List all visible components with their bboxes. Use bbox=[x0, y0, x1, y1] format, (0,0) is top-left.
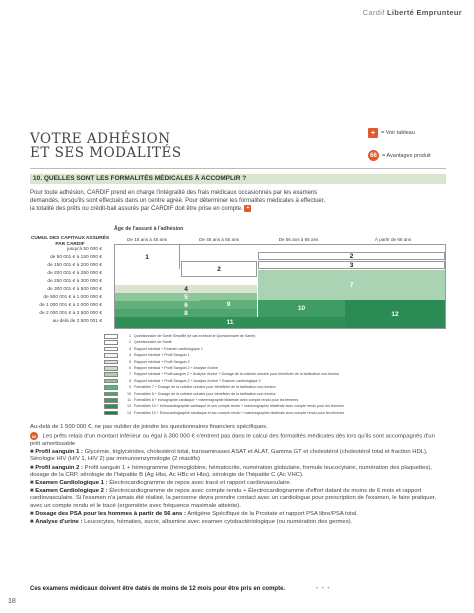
key-swatch bbox=[104, 366, 118, 371]
key-swatch bbox=[104, 392, 118, 397]
def-term: Examen Cardiologique 1 : bbox=[35, 479, 108, 486]
quote-icon: 66 bbox=[31, 433, 37, 439]
key-swatch bbox=[104, 340, 118, 345]
table-cell-1: 1 bbox=[115, 245, 180, 269]
capital-row-label: jusqu'à 50 000 € bbox=[66, 247, 102, 252]
key-swatch bbox=[104, 404, 118, 409]
def-term: Dosage des PSA pour les hommes à partir de 56 ans : bbox=[35, 510, 186, 517]
table-cell-2: 2 bbox=[258, 252, 445, 260]
note-capital-text: Au-delà de 1 500 000 €, ne pas oublier de joindre les questionnaires financiers spécifiques. bbox=[30, 424, 268, 430]
key-num: 3 bbox=[129, 346, 131, 351]
brand-bold-2: Emprunteur bbox=[416, 8, 462, 17]
table-cell-10: 10 bbox=[258, 300, 345, 317]
body-text bbox=[30, 424, 446, 527]
table-cell-12: 12 bbox=[345, 300, 445, 328]
key-num: 8 bbox=[129, 378, 131, 383]
def-urine: ■ Analyse d'urine : Leucocytes, hématies, sucre, albumine avec examen cytobactériologique (ou numération des germes). bbox=[30, 519, 353, 525]
capital-row-label: de 250 001 € à 300 000 € bbox=[47, 279, 102, 284]
key-num: 12 bbox=[127, 404, 131, 409]
key-text: Formalités 10 + Échocardiographie cardiaque et son compte rendu + mammographie bilatérale avec compte rendu pour les femmes bbox=[134, 410, 345, 415]
def-term: Examen Cardiologique 2 : bbox=[35, 488, 108, 495]
key-num: 9 bbox=[129, 385, 131, 390]
age-band: De 56 ans à 65 ans bbox=[278, 237, 319, 242]
divider bbox=[30, 168, 446, 169]
age-band: À partir de 66 ans bbox=[374, 237, 412, 242]
section-title bbox=[30, 132, 182, 160]
key-swatch bbox=[104, 334, 118, 339]
capital-row-label: au-delà de 3 500 001 € bbox=[52, 319, 102, 324]
capital-row-label: de 500 001 € à 1 000 000 € bbox=[43, 295, 102, 300]
footer-note: Ces examens médicaux doivent être datés de moins de 12 mois pour être pris en compte. bbox=[30, 586, 286, 592]
legend-product-label: = Avantages produit bbox=[382, 152, 431, 159]
table-cell-3: 3 bbox=[258, 261, 445, 269]
section-title-line2: ET SES MODALITÉS bbox=[30, 145, 182, 161]
key-text: Rapport médical + Profil Sanguin 2 bbox=[134, 359, 190, 364]
def-cardio-1: ■ Examen Cardiologique 1 : Électrocardiogramme de repos avec tracé et rapport cardiovasculaire. bbox=[30, 479, 292, 486]
table-cell-7: 7 bbox=[258, 270, 445, 300]
capital-row-label: de 300 001 € à 500 000 € bbox=[47, 287, 102, 292]
def-text: Leucocytes, hématies, sucre, albumine avec examen cytobactériologique (ou numération des germes). bbox=[84, 519, 353, 525]
key-swatch bbox=[104, 398, 118, 403]
def-text: Profil sanguin 1 + hémogramme (hémoglobine, hématocrite, numération globulaire, formule leucocytaire, numération des plaquettes), dosage de la CRP, sérologie de l'hépatite B (Ag Hbs, Ac HBc et Hbs), sérologie de l'hépatite C (Ac VHC). bbox=[30, 464, 432, 478]
capital-row-label: de 1 000 001 € à 2 000 000 € bbox=[39, 303, 102, 308]
def-term: Profil sanguin 2 : bbox=[35, 464, 83, 471]
key-text: Rapport médical + Profil Sanguin 2 + Analyse d'urine bbox=[134, 366, 218, 371]
table-cell-9: 9 bbox=[200, 300, 257, 308]
key-num: 6 bbox=[129, 366, 131, 371]
key-text: Questionnaire de Santé bbox=[134, 340, 172, 345]
key-text: Questionnaire de Santé Simplifié (le cas échéant le Questionnaire de Santé) bbox=[134, 334, 256, 338]
def-text: Électrocardiogramme de repos avec tracé et rapport cardiovasculaire. bbox=[109, 479, 292, 486]
key-swatch bbox=[104, 379, 118, 384]
key-num: 7 bbox=[129, 372, 131, 377]
key-text: Rapport médical + Profil Sanguin 1 bbox=[134, 353, 190, 358]
continuation-dots: • • • bbox=[316, 586, 331, 592]
key-num: 1 bbox=[129, 334, 131, 338]
def-profil-2: ■ Profil sanguin 2 : Profil sanguin 1 + hémogramme (hémoglobine, hématocrite, numération globulaire, formule leucocytaire, numération des plaquettes), dosage de la CRP, sérologie de l'hépatite B (Ag Hbs, Ac HBc et Hbs), sérologie de l'hépatite C (Ac VHC). bbox=[30, 464, 432, 478]
icon-legend bbox=[368, 128, 431, 173]
brand-bold-1: Liberté bbox=[386, 8, 415, 17]
key-num: 4 bbox=[129, 353, 131, 358]
def-text: Antigène Spécifique de la Prostate et rapport PSA libre/PSA total. bbox=[187, 510, 358, 517]
section-title-line1: VOTRE ADHÉSION bbox=[30, 131, 171, 147]
question-heading: 10. QUELLES SONT LES FORMALITÉS MÉDICALES À ACCOMPLIR ? bbox=[30, 174, 446, 184]
def-text: Électrocardiogramme de repos avec compte rendu + Électrocardiogramme d'effort datant de moins de 6 mois et rapport cardiovasculaire. Si l'examen n'a jamais été réalisé, la personne devra prendre contact avec un cardiologue pour prescription de l'examen, le faire pratiquer, avec un compte rendu et le tracé (ergométrie avec fréquence maximale atteinte). bbox=[30, 488, 437, 509]
key-swatch bbox=[104, 385, 118, 390]
table-plus-icon: + bbox=[368, 128, 378, 138]
age-heading: Âge de l'assuré à l'adhésion bbox=[114, 226, 184, 232]
age-band: De 18 ans à 45 ans bbox=[127, 237, 167, 242]
key-text: Formalités 10 + échocardiographie cardiaque et son compte rendu + mammographie bilatérale avec compte rendu pour les femmes bbox=[134, 404, 344, 409]
capital-row-label: de 200 001 € à 250 000 € bbox=[47, 271, 102, 276]
table-cell-6: 6 bbox=[115, 301, 257, 309]
key-text: Rapport médical + Examen cardiologique 1 bbox=[134, 346, 203, 351]
table-cell-4: 4 bbox=[115, 285, 257, 293]
key-swatch bbox=[104, 353, 118, 358]
brand-prefix: Cardif bbox=[362, 8, 385, 17]
capital-row-label: de 50 001 € à 150 000 € bbox=[49, 255, 102, 260]
table-cell-5: 5 bbox=[115, 293, 257, 301]
intro-text: Pour toute adhésion, CARDIF prend en charge l'intégralité des frais médicaux occasionnés par les examens demandés, lorsqu'ils sont effectués dans un centre agréé. Pour déterminer les formalités médicales à effectuer, la totalité des prêts ou crédit-bail assurés par CARDIF doit être prise en compte. bbox=[30, 190, 326, 213]
key-text: Formalités 8 + Dosage de la cotinine urinaire pour bénéficier de la tarification non-fumeur bbox=[134, 391, 276, 396]
table-cell-11: 11 bbox=[115, 317, 345, 328]
key-swatch bbox=[104, 347, 118, 352]
brand-header bbox=[363, 8, 462, 17]
note-bridge-text: Les prêts relais d'un montant inférieur ou égal à 300 000 € n'entrent pas dans le calcul des formalités médicales dès lors qu'ils sont accompagnés d'un prêt amortissable bbox=[30, 433, 435, 447]
table-plus-icon: + bbox=[244, 205, 251, 212]
key-text: Rapport médical + Profil Sanguin 2 + Analyse d'urine + Examen cardiologique 2 bbox=[134, 378, 261, 383]
key-num: 10 bbox=[127, 391, 131, 396]
note-capital bbox=[30, 424, 446, 431]
age-band: De 46 ans à 55 ans bbox=[199, 237, 239, 242]
def-profil-1: ■ Profil sanguin 1 : Glycémie, triglycérides, cholestérol total, transaminases ASAT et ALAT, Gamma GT et cholestérol (cholestérol total et fraction HDL), Sérologie HIV (HIV 1, HIV 2) par immunoenzymologie (2 réactifs) bbox=[30, 449, 428, 463]
key-swatch bbox=[104, 411, 118, 416]
def-term: Profil sanguin 1 : bbox=[35, 449, 83, 456]
capital-row-label: de 150 001 € à 200 000 € bbox=[47, 263, 102, 268]
table-cell-8: 8 bbox=[115, 309, 257, 317]
key-swatch bbox=[104, 360, 118, 365]
quote-icon: 66 bbox=[368, 150, 379, 161]
formalities-key bbox=[104, 333, 344, 416]
table-cell-2b: 2 bbox=[181, 261, 257, 277]
capital-heading: CUMUL DES CAPITAUX ASSURÉS PAR CARDIF bbox=[30, 236, 110, 247]
legend-product bbox=[368, 150, 431, 161]
intro-paragraph bbox=[30, 190, 330, 214]
legend-table-label: = Voir tableau bbox=[381, 130, 415, 136]
key-row bbox=[104, 410, 344, 416]
key-num: 13 bbox=[127, 410, 131, 415]
key-text: Formalités 8 + échographie cardiaque + mammographie bilatérale avec compte rendu pour les femmes bbox=[134, 398, 299, 403]
legend-table bbox=[368, 128, 431, 138]
def-cardio-2: ■ Examen Cardiologique 2 : Électrocardiogramme de repos avec compte rendu + Électrocardiogramme d'effort datant de moins de 6 mois et rapport cardiovasculaire. Si l'examen n'a jamais été réalisé, la personne devra prendre contact avec un cardiologue pour prescription de l'examen, le faire pratiquer, avec un compte rendu et le tracé (ergométrie avec fréquence maximale atteinte). bbox=[30, 488, 437, 509]
note-bridge-loans bbox=[30, 432, 446, 448]
key-swatch bbox=[104, 372, 118, 377]
key-text: Rapport médical + Profil sanguin 2 + Analyse d'urine + Dosage de la cotinine urinaire pour bénéficier de la tarification non-fumeur bbox=[134, 372, 340, 377]
def-psa: ■ Dosage des PSA pour les hommes à partir de 56 ans : Antigène Spécifique de la Prostate et rapport PSA libre/PSA total. bbox=[30, 510, 358, 517]
key-num: 5 bbox=[129, 359, 131, 364]
key-num: 2 bbox=[129, 340, 131, 345]
key-text: Formalités 7 + Dosage de la cotinine urinaire pour bénéficier de la tarification non-fumeur bbox=[134, 385, 276, 390]
key-num: 11 bbox=[127, 398, 131, 403]
capital-row-label: de 2 000 001 € à 3 500 000 € bbox=[39, 311, 102, 316]
def-term: Analyse d'urine : bbox=[35, 519, 83, 525]
page-number: 18 bbox=[8, 598, 16, 605]
def-text: Glycémie, triglycérides, cholestérol total, transaminases ASAT et ALAT, Gamma GT et cholestérol (cholestérol total et fraction HDL), Sérologie HIV (HIV 1, HIV 2) par immunoenzymologie (2 réactifs) bbox=[30, 449, 428, 463]
